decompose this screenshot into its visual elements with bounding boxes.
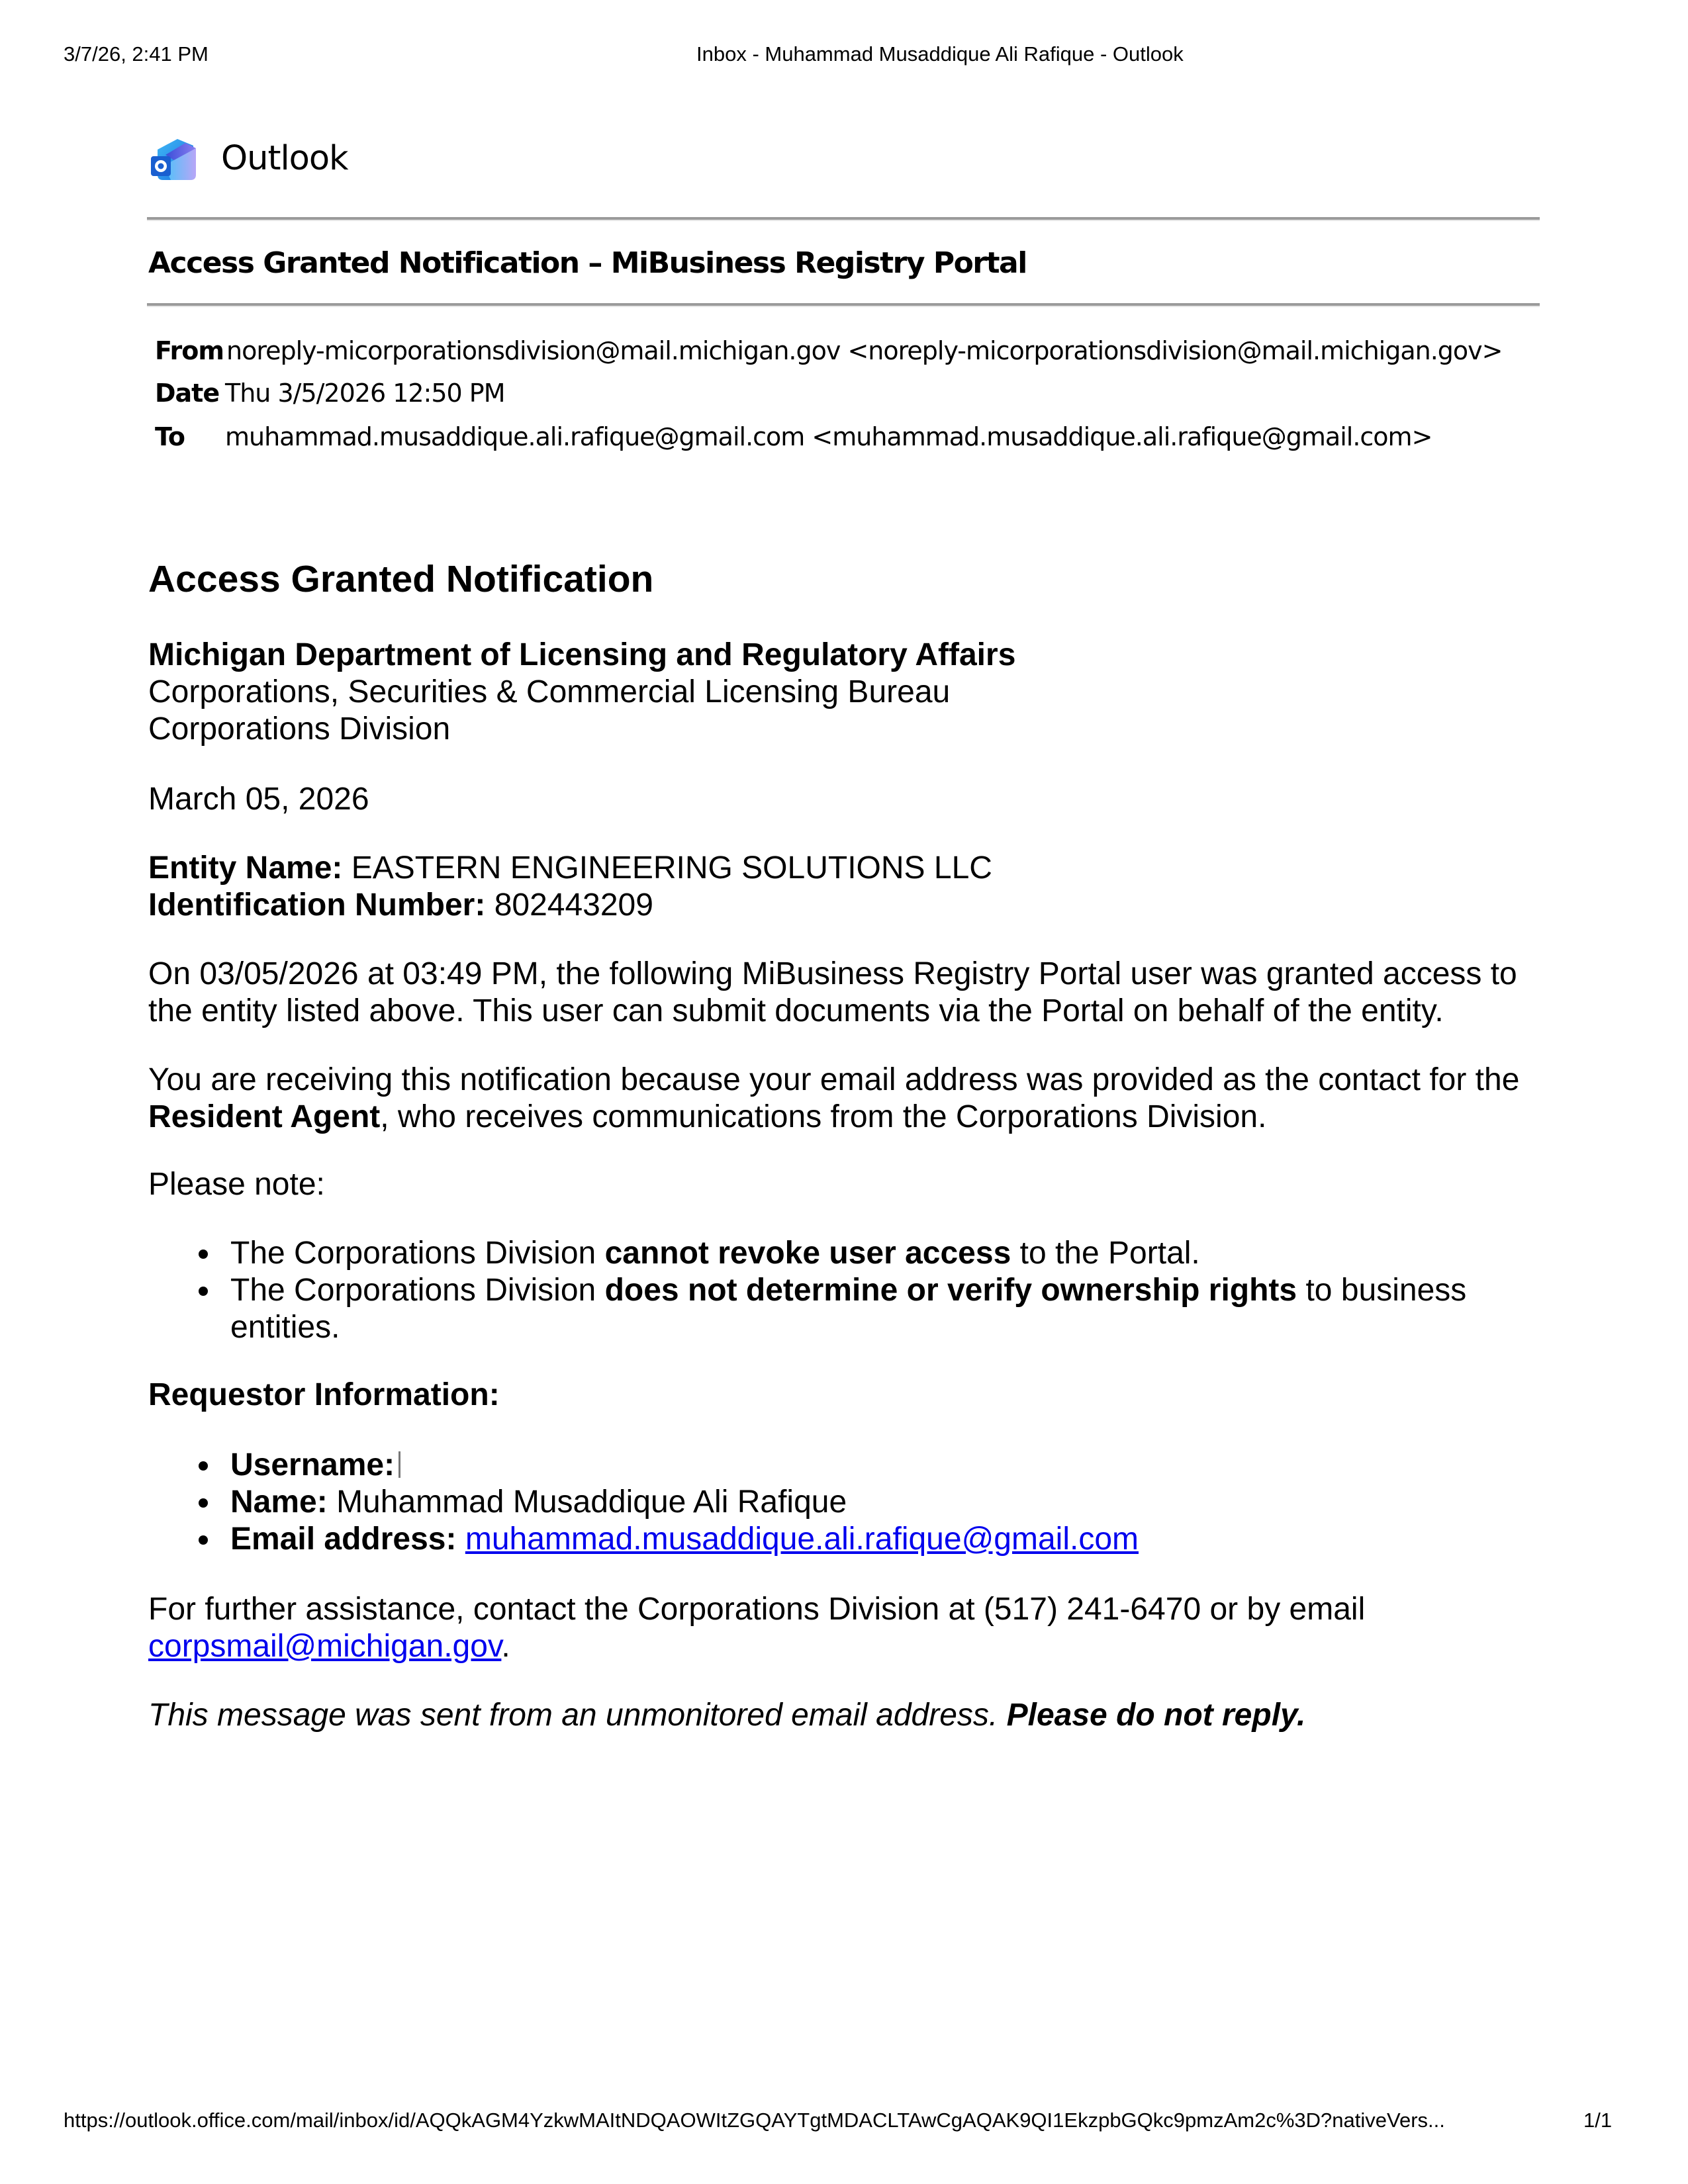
reason-paragraph (148, 1062, 1552, 1136)
date-label: Date (155, 379, 220, 408)
note-text: to the Portal. (1011, 1236, 1200, 1271)
entity-block (148, 850, 1552, 924)
reason-text-pre: You are receiving this notification because your email address was provided as the contact for the (148, 1062, 1520, 1097)
org-name: Michigan Department of Licensing and Regulatory Affairs (148, 637, 1016, 672)
notes-list-wrap (148, 1235, 1552, 1346)
from-row (155, 336, 1503, 365)
print-page-number: 1/1 (1583, 2109, 1613, 2132)
note-item (230, 1235, 1552, 1272)
id-number-label: Identification Number: (148, 887, 486, 923)
requestor-list-wrap (148, 1447, 1552, 1558)
username-label: Username: (230, 1447, 395, 1482)
requestor-email (230, 1521, 1552, 1558)
reason-text-post: , who receives communications from the Corporations Division. (380, 1099, 1267, 1134)
do-not-reply-text: Please do not reply. (1006, 1698, 1306, 1733)
username-redacted (399, 1451, 400, 1478)
id-number-value: 802443209 (494, 887, 653, 923)
to-label: To (155, 422, 185, 451)
divider (147, 217, 1540, 221)
name-value: Muhammad Musaddique Ali Rafique (336, 1484, 847, 1520)
note-text: to business entities. (230, 1273, 1467, 1345)
print-datetime: 3/7/26, 2:41 PM (64, 42, 209, 66)
to-value[interactable]: muhammad.musaddique.ali.rafique@gmail.com <muhammad.musaddique.ali.rafique@gmail.com> (225, 422, 1432, 451)
assistance-text: For further assistance, contact the Corporations Division at (517) 241-6470 or by email (148, 1592, 1366, 1627)
notes-list (148, 1235, 1552, 1346)
note-intro: Please note: (148, 1167, 325, 1202)
from-label: From (155, 336, 224, 365)
print-footer-url: https://outlook.office.com/mail/inbox/id/AQQkAGM4YzkwMAItNDQAOWItZGQAYTgtMDACLTAwCgAQAK9QI1EkzpbGQkc9pmzAm2c%3D?nativeVers... (64, 2109, 1445, 2132)
note-emphasis: cannot revoke user access (604, 1236, 1011, 1271)
to-row (155, 422, 1432, 451)
closing-text: This message was sent from an unmonitored email address. (148, 1698, 1007, 1733)
name-label: Name: (230, 1484, 328, 1520)
requestor-heading-wrap (148, 1377, 1552, 1414)
requestor-email-link[interactable]: muhammad.musaddique.ali.rafique@gmail.com (465, 1522, 1139, 1557)
requestor-username (230, 1447, 1552, 1484)
entity-name-value: EASTERN ENGINEERING SOLUTIONS LLC (351, 850, 992, 886)
email-label: Email address: (230, 1522, 457, 1557)
resident-agent-text: Resident Agent (148, 1099, 381, 1134)
note-text: The Corporations Division (230, 1236, 605, 1271)
note-text: The Corporations Division (230, 1273, 605, 1308)
corpsmail-link[interactable]: corpsmail@michigan.gov (148, 1629, 502, 1664)
notification-heading: Access Granted Notification (148, 558, 654, 600)
requestor-name (230, 1484, 1552, 1521)
note-emphasis: does not determine or verify ownership rights (604, 1273, 1297, 1308)
requestor-heading: Requestor Information: (148, 1377, 500, 1412)
outlook-brand-name: Outlook (221, 139, 348, 178)
closing-paragraph (148, 1697, 1552, 1734)
assistance-period: . (501, 1629, 510, 1664)
divider (147, 303, 1540, 307)
note-item (230, 1272, 1552, 1346)
division-name: Corporations Division (148, 711, 451, 747)
bureau-name: Corporations, Securities & Commercial Licensing Bureau (148, 674, 951, 709)
org-block (148, 637, 1552, 748)
assistance-paragraph (148, 1591, 1552, 1665)
entity-name-label: Entity Name: (148, 850, 343, 886)
print-page-title: Inbox - Muhammad Musaddique Ali Rafique - Outlook (696, 42, 1184, 66)
access-paragraph (148, 956, 1552, 1030)
from-value[interactable]: noreply-micorporationsdivision@mail.michigan.gov <noreply-micorporationsdivision@mail.michigan.gov> (226, 336, 1503, 365)
date-value: Thu 3/5/2026 12:50 PM (225, 379, 505, 408)
date-row (155, 379, 505, 408)
letter-date: March 05, 2026 (148, 782, 369, 817)
email-subject: Access Granted Notification – MiBusiness Registry Portal (148, 246, 1027, 280)
access-text: On 03/05/2026 at 03:49 PM, the following MiBusiness Registry Portal user was granted access to the entity listed above. This user can submit documents via the Portal on behalf of the entity. (148, 956, 1517, 1028)
outlook-logo-icon (151, 136, 200, 184)
requestor-list (148, 1447, 1552, 1558)
